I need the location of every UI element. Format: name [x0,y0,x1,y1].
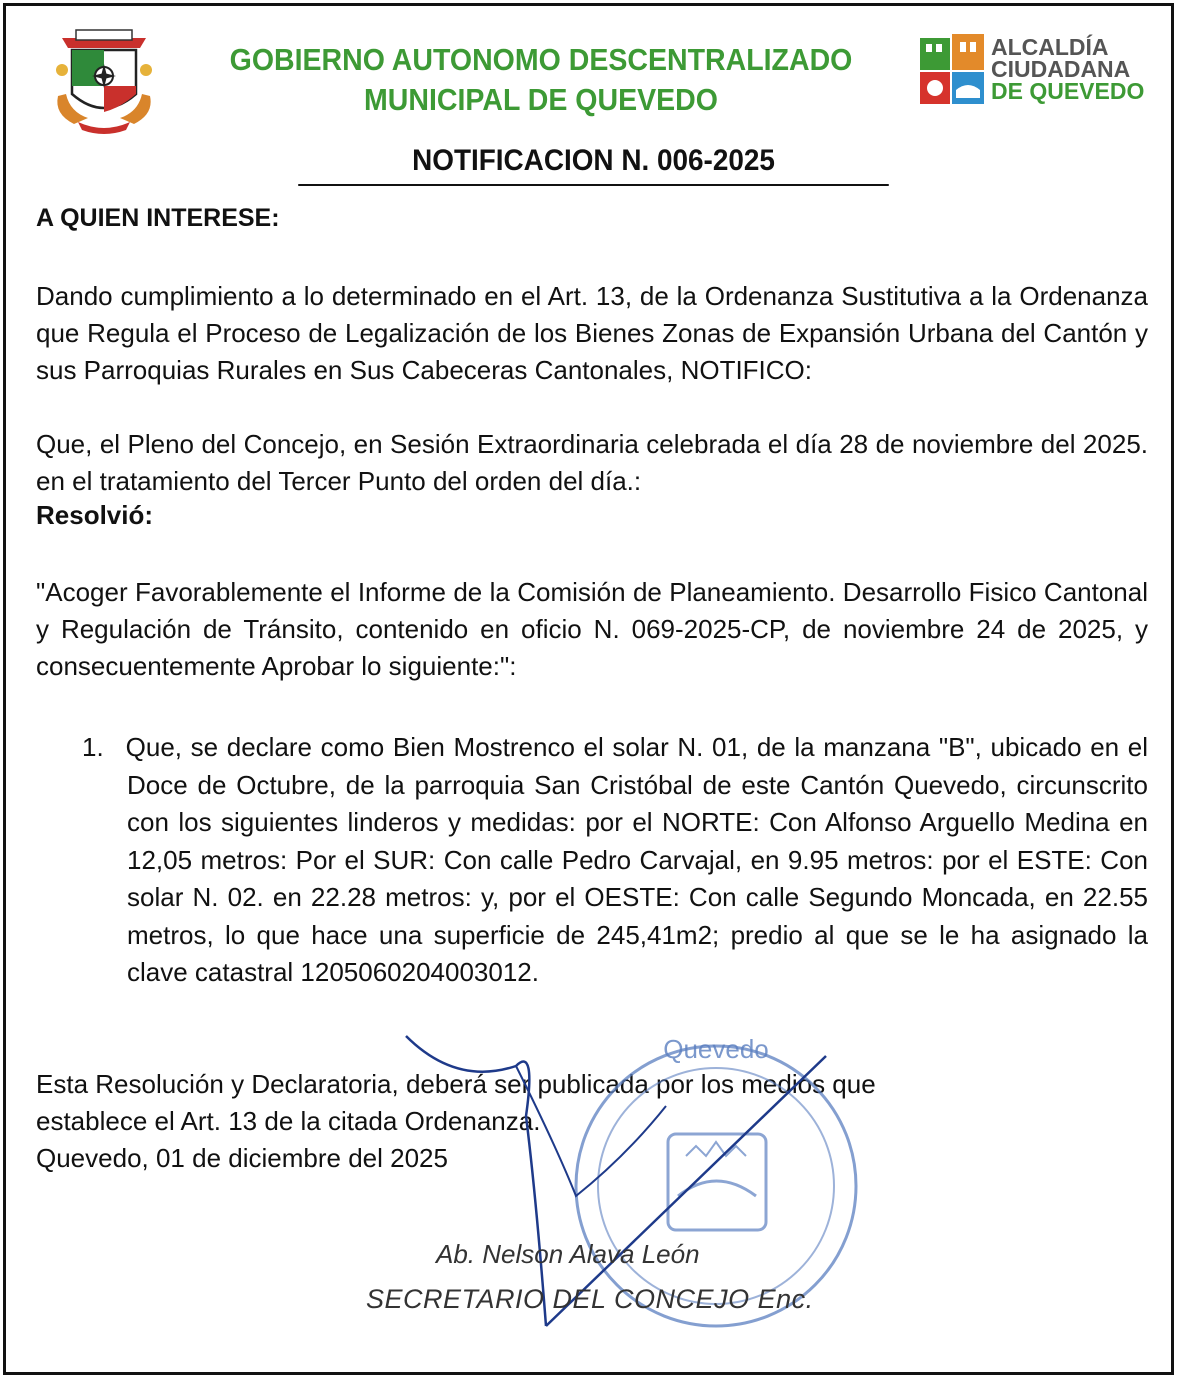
government-title-line2: MUNICIPAL DE QUEVEDO [364,82,718,117]
alcaldia-line1: ALCALDÍA [991,34,1109,60]
signer-title: SECRETARIO DEL CONCEJO Enc. [366,1284,814,1314]
alcaldia-line3: DE QUEVEDO [991,78,1145,104]
list-item-text: Que, se declare como Bien Mostrenco el solar N. 01, de la manzana "B", ubicado en el Doce de Octubre, de la parroquia San Cristóbal de este Cantón Quevedo, circunscrito con los siguientes linderos y medidas: por el NORTE: Con Alfonso Arguello Medina en 12,05 metros: Por el SUR: Con calle Pedro Carvajal, en 9.95 metros: por el ESTE: Con solar N. 02. en 22.28 metros: y, por el OESTE: Con calle Segundo Moncada, en 22.55 metros, lo que hace una superficie de 245,41m2; predio al que se le ha asignado la clave catastral 1205060204003012. [125,732,1148,987]
government-title [205,40,877,120]
resolvio-label: Resolvió: [36,500,154,530]
municipal-crest-icon [52,26,156,134]
paragraph-publication: Esta Resolución y Declaratoria, deberá ser publicada por los medios que [36,1069,876,1099]
paragraph-intro: Dando cumplimiento a lo determinado en el Art. 13, de la Ordenanza Sustitutiva a la Ordenanza que Regula el Proceso de Legalización de los Bienes Zonas de Expansión Urbana del Cantón y sus Parroquias Rurales en Sus Cabeceras Cantonales, NOTIFICO: [36,281,1148,385]
alcaldia-line2: CIUDADANA [991,56,1131,82]
paragraph-session: Que, el Pleno del Concejo, en Sesión Extraordinaria celebrada el día 28 de noviembre del 2025. en el tratamiento del Tercer Punto del orden del día.: [36,429,1148,496]
alcaldia-text [991,36,1144,102]
signer-name: Ab. Nelson Alava León [436,1239,700,1269]
notification-page [3,3,1174,1375]
list-item [82,729,1148,992]
stamp-text: Quevedo [663,1034,769,1064]
government-title-line1: GOBIERNO AUTONOMO DESCENTRALIZADO [229,42,853,77]
alcaldia-logo-icon [916,32,990,108]
list-item-number: 1. [82,732,104,762]
paragraph-resolution: "Acoger Favorablemente el Informe de la Comisión de Planeamiento. Desarrollo Fisico Cantonal y Regulación de Tránsito, contenido en oficio N. 069-2025-CP, de noviembre 24 de 2025, y consecuentemente Aprobar lo siguiente:": [36,577,1148,681]
salutation: A QUIEN INTERESE: [36,204,280,232]
notification-title: NOTIFICACION N. 006-2025 [298,144,889,186]
paragraph-publication-end: establece el Art. 13 de la citada Ordenanza. [36,1106,541,1136]
place-date: Quevedo, 01 de diciembre del 2025 [36,1143,448,1173]
